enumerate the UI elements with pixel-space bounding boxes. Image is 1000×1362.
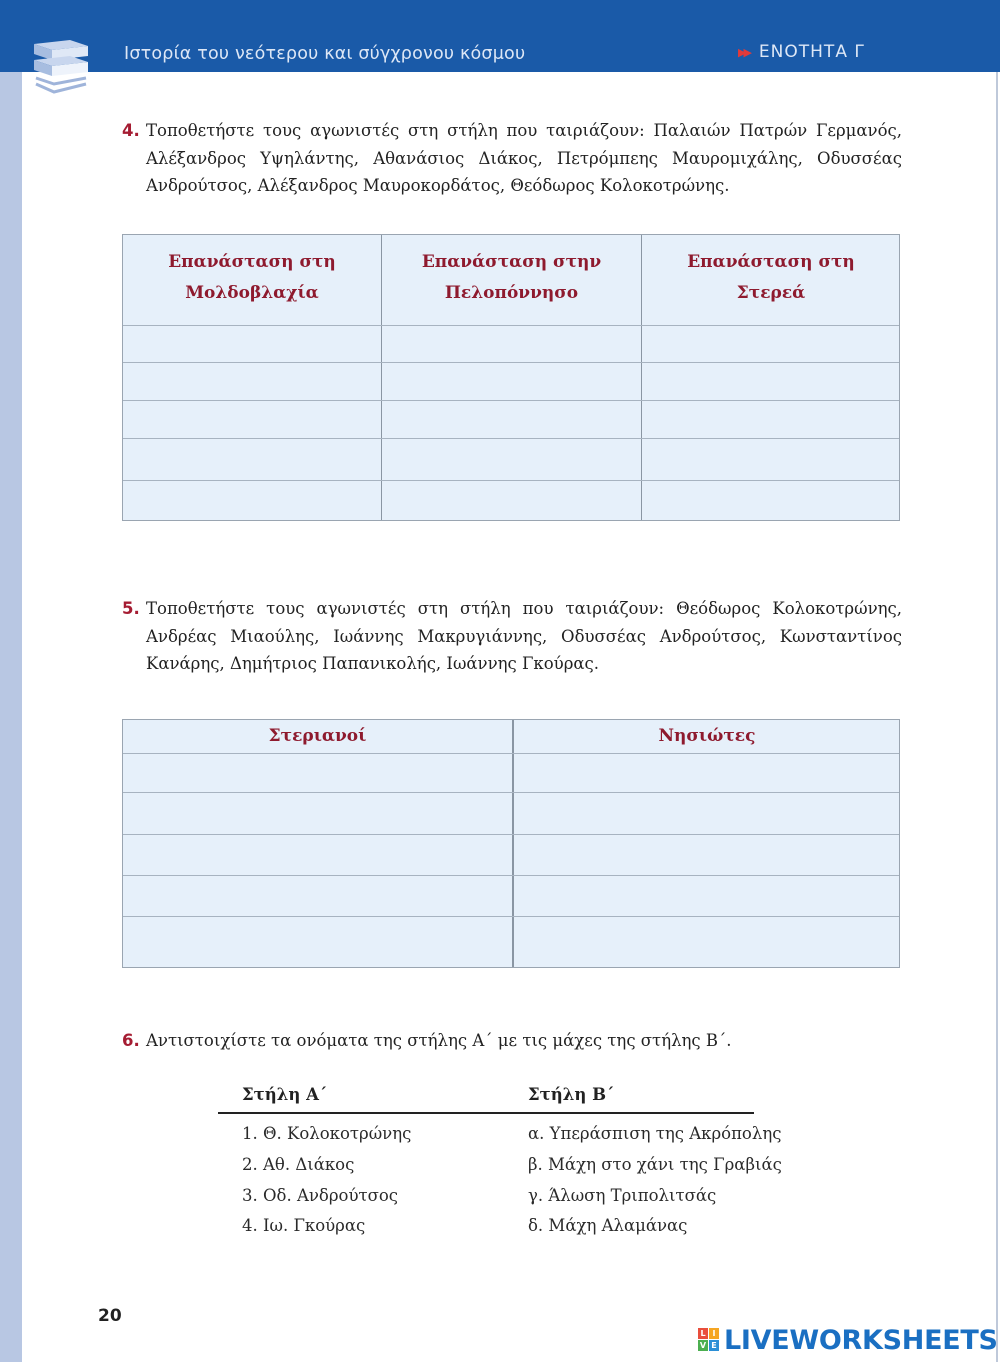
badge-letter: L [698, 1328, 708, 1339]
question-text: Αντιστοιχίστε τα ονόματα της στήλης Α΄ με τις μάχες της στήλης Β΄. [146, 1031, 732, 1050]
column-b-item: γ. Άλωση Τριπολιτσάς [528, 1186, 717, 1205]
live-badge-icon [698, 1328, 720, 1352]
table-q5 [122, 719, 900, 968]
double-play-arrow-icon: ▶▶ [738, 46, 749, 59]
column-b-item: δ. Μάχη Αλαμάνας [528, 1216, 688, 1235]
column-header: Νησιώτες [658, 726, 756, 746]
row-divider [123, 480, 899, 481]
column-header-line: Επανάσταση στην [421, 252, 602, 272]
question-number: 6. [122, 1031, 140, 1050]
column-header-line: Πελοπόννησο [444, 283, 579, 303]
badge-letter: I [709, 1328, 719, 1339]
column-header-line: Μολδοβλαχία [185, 283, 319, 303]
table-q4 [122, 234, 900, 521]
row-divider [123, 875, 899, 876]
header-rule [218, 1112, 754, 1114]
right-edge-line [996, 72, 998, 1362]
row-divider [123, 362, 899, 363]
badge-letter: V [699, 1341, 707, 1350]
unit-label-group [738, 42, 865, 62]
column-header [642, 247, 900, 309]
question-4 [122, 117, 902, 200]
question-text: Τοποθετήστε τους αγωνιστές στη στήλη που ταιριάζουν: Θεόδωρος Κολοκοτρώνης, Ανδρέας Μιαούλης, Ιωάννης Μακρυγιάννης, Οδυσσέας Ανδρούτσος, Κωνσταντίνος Κανάρης, Δημήτριος Παπανικολής, Ιωάννης Γκούρας. [146, 599, 902, 673]
column-header [382, 247, 641, 309]
column-header [123, 247, 381, 309]
column-divider [512, 720, 514, 967]
column-b-item: β. Μάχη στο χάνι της Γραβιάς [528, 1155, 782, 1174]
column-a-item: 1. Θ. Κολοκοτρώνης [242, 1124, 412, 1143]
column-b-item: α. Υπεράσπιση της Ακρόπολης [528, 1124, 782, 1143]
row-divider [123, 792, 899, 793]
column-a-header: Στήλη Α΄ [242, 1085, 328, 1104]
page-number: 20 [98, 1306, 122, 1326]
brand-word: LIVEWORKSHEETS [724, 1325, 998, 1356]
row-divider [123, 834, 899, 835]
row-divider [123, 438, 899, 439]
column-a-item: 3. Οδ. Ανδρούτσος [242, 1186, 399, 1205]
row-divider [123, 753, 899, 754]
column-b-header: Στήλη Β΄ [528, 1085, 615, 1104]
question-number: 4. [122, 121, 140, 140]
column-header-line: Επανάσταση στη [687, 252, 855, 272]
question-number: 5. [122, 599, 140, 618]
unit-label: ΕΝΟΤΗΤΑ Γ [758, 42, 865, 62]
row-divider [123, 325, 899, 326]
column-a-item: 2. Αθ. Διάκος [242, 1155, 355, 1174]
column-a-item: 4. Ιω. Γκούρας [242, 1216, 366, 1235]
question-6 [122, 1027, 902, 1055]
book-title: Ιστορία του νεότερου και σύγχρονου κόσμου [124, 44, 526, 64]
badge-letter: E [709, 1340, 719, 1351]
question-5 [122, 595, 902, 678]
row-divider [123, 916, 899, 917]
question-text: Τοποθετήστε τους αγωνιστές στη στήλη που ταιριάζουν: Παλαιών Πατρών Γερμανός, Αλέξανδρος Υψηλάντης, Αθανάσιος Διάκος, Πετρόμπεης Μαυρομιχάλης, Οδυσσέας Ανδρούτσος, Αλέξανδρος Μαυροκορδάτος, Θεόδωρος Κολοκοτρώνης. [146, 121, 902, 195]
column-header-line: Στερεά [736, 283, 806, 303]
column-header-line: Επανάσταση στη [168, 252, 336, 272]
side-strip [0, 72, 22, 1362]
column-header: Στεριανοί [268, 726, 367, 746]
books-stack-icon [30, 38, 92, 96]
row-divider [123, 400, 899, 401]
